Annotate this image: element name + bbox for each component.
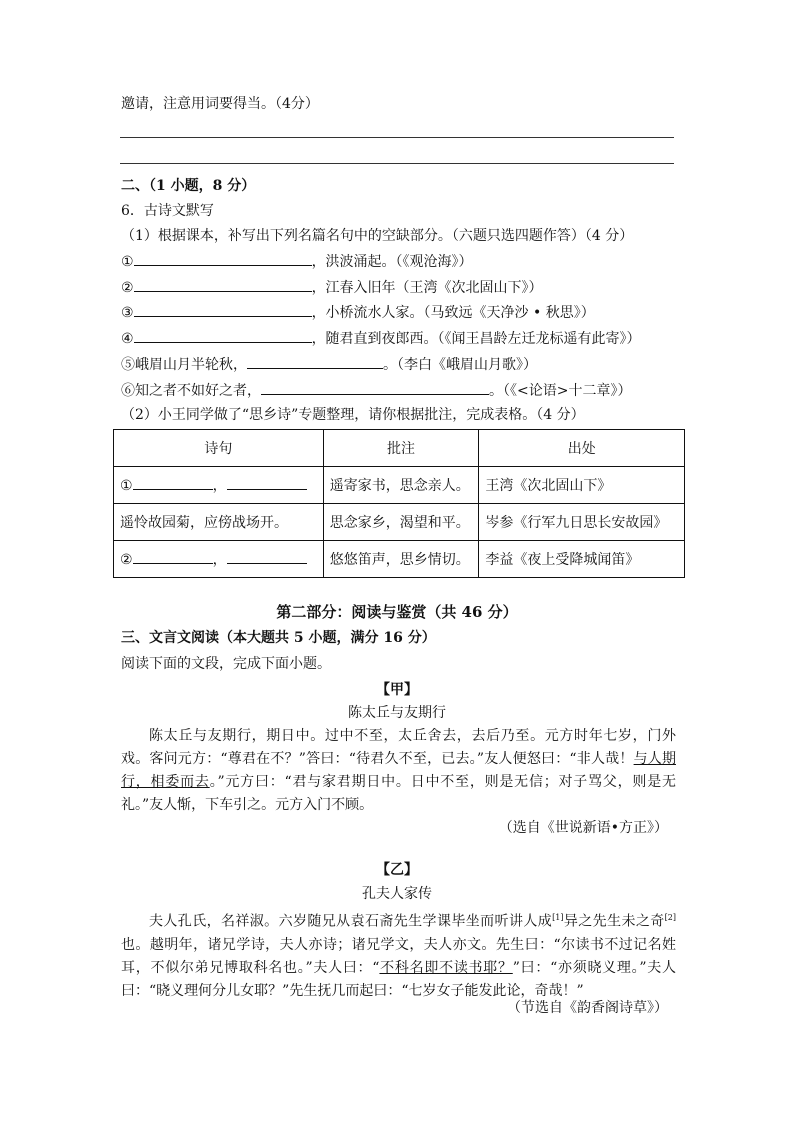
q6-part1: （1）根据课本，补写出下列名篇名句中的空缺部分。（六题只选四题作答）（4 分）	[121, 228, 634, 244]
item-text: ，随君直到夜郎西。（《闻王昌龄左迁龙标遥有此寄》）	[311, 331, 641, 347]
source-cell: 王湾《次北固山下》	[479, 467, 685, 504]
jia-source: （选自《世说新语•方正》）	[498, 820, 668, 836]
yi-label: 【乙】	[376, 862, 418, 878]
fill-blank[interactable]	[247, 354, 383, 369]
item-num: ②	[121, 280, 134, 296]
answer-line-2[interactable]	[120, 163, 674, 164]
section3-heading: 三、文言文阅读（本大题共 5 小题，满分 16 分）	[121, 630, 436, 646]
passage-text: 也。越明年，诸兄学诗，夫人亦诗；诸兄学文，夫人亦文。先生曰：“尔读书不过记名姓耳，不似尔弟兄博取科名也。”夫人曰：“	[121, 936, 676, 976]
poem-cell	[114, 467, 324, 504]
poem-cell: 遥怜故园菊，应傍战场开。	[114, 504, 324, 541]
header-note: 批注	[323, 430, 479, 467]
item-text: ，洪波涌起。（《观沧海》）	[311, 254, 473, 270]
table-header-row	[114, 430, 685, 467]
section2-heading: 二、（1 小题，8 分）	[121, 178, 256, 194]
passage-text: 陈太丘与友期行，期日中。过中不至，太丘舍去，去后乃至。元方时年七岁，门外戏。客问元方：“尊君在不？”答曰：“待君久不至，已去。”友人便怒曰：“非人哉！	[121, 728, 676, 767]
yi-source: （节选自《韵香阁诗草》）	[507, 1000, 668, 1016]
source-cell: 李益《夜上受降城闻笛》	[479, 541, 685, 578]
underlined-sentence: 与人期行，相委而去	[121, 751, 676, 790]
note-cell: 遥寄家书，思念亲人。	[323, 467, 479, 504]
jia-passage	[121, 725, 676, 817]
fill-item-2	[121, 277, 543, 298]
passage-text: 异之先生未之奇	[563, 913, 665, 930]
fill-blank[interactable]	[227, 549, 307, 564]
item-pre: ⑥知之者不如好之者，	[121, 383, 261, 399]
poem-sep: ，	[212, 478, 227, 494]
fill-blank[interactable]	[134, 277, 312, 292]
answer-line-1[interactable]	[120, 137, 674, 138]
yi-passage	[121, 906, 676, 1003]
fill-blank[interactable]	[227, 475, 307, 490]
poem-sep: ，	[212, 552, 227, 568]
header-source: 出处	[479, 430, 685, 467]
table-row	[114, 541, 685, 578]
fill-item-6	[121, 380, 631, 401]
fill-item-1	[121, 251, 473, 272]
q6-title: 6．古诗文默写	[121, 203, 214, 219]
jia-title: 陈太丘与友期行	[348, 705, 446, 721]
source-cell: 岑参《行军九日思长安故园》	[479, 504, 685, 541]
part2-title: 第二部分：阅读与鉴赏（共 46 分）	[276, 603, 518, 621]
q6-part2: （2）小王同学做了“思乡诗”专题整理，请你根据批注，完成表格。（4 分）	[121, 407, 585, 423]
fill-blank[interactable]	[261, 380, 489, 395]
item-pre: ⑤峨眉山月半轮秋，	[121, 357, 247, 373]
item-post: 。（《<论语>十二章》）	[489, 383, 632, 399]
fill-blank[interactable]	[134, 328, 312, 343]
poem-cell	[114, 541, 324, 578]
table-row	[114, 467, 685, 504]
footnote-marker: [1]	[552, 913, 564, 922]
invite-line: 邀请，注意用词要得当。（4分）	[121, 96, 319, 112]
fill-blank[interactable]	[134, 302, 312, 317]
note-cell: 悠悠笛声，思乡情切。	[323, 541, 479, 578]
underlined-sentence: 不科名即不读书耶？	[379, 959, 513, 976]
fill-item-5	[121, 354, 537, 375]
passage-text: 。”元方曰：“君与家君期日中。日中不至，则是无信；对子骂父，则是无礼。”友人惭，下车引之。元方入门不顾。	[121, 774, 676, 813]
item-num: ④	[121, 331, 134, 347]
item-text: ，江春入旧年（王湾《次北固山下》）	[311, 280, 543, 296]
passage-text: 夫人孔氏，名祥淑。六岁随兄从袁石斋先生学课毕坐而听讲人成	[149, 913, 553, 930]
table-row	[114, 504, 685, 541]
fill-blank[interactable]	[134, 251, 312, 266]
item-num: ①	[121, 254, 134, 270]
poem-table	[113, 429, 685, 578]
header-poem: 诗句	[114, 430, 324, 467]
fill-blank[interactable]	[133, 475, 213, 490]
poem-num: ②	[120, 552, 133, 568]
footnote-marker: [2]	[664, 913, 677, 922]
fill-blank[interactable]	[133, 549, 213, 564]
item-post: 。（李白《峨眉山月歌》）	[383, 357, 537, 373]
yi-title: 孔夫人家传	[362, 886, 432, 902]
poem-num: ①	[120, 478, 133, 494]
jia-label: 【甲】	[376, 682, 418, 698]
note-cell: 思念家乡，渴望和平。	[323, 504, 479, 541]
fill-item-4	[121, 328, 641, 349]
fill-item-3	[121, 302, 595, 323]
item-text: ，小桥流水人家。（马致远《天净沙 • 秋思》）	[311, 305, 595, 321]
item-num: ③	[121, 305, 134, 321]
passage-text: ”曰：“亦须晓义理。”夫人曰：“晓义理何分儿女耶？”先生抚几而起曰：“七岁女子能发此论，奇哉！”	[121, 959, 676, 999]
reading-instruction: 阅读下面的文段，完成下面小题。	[121, 656, 331, 672]
